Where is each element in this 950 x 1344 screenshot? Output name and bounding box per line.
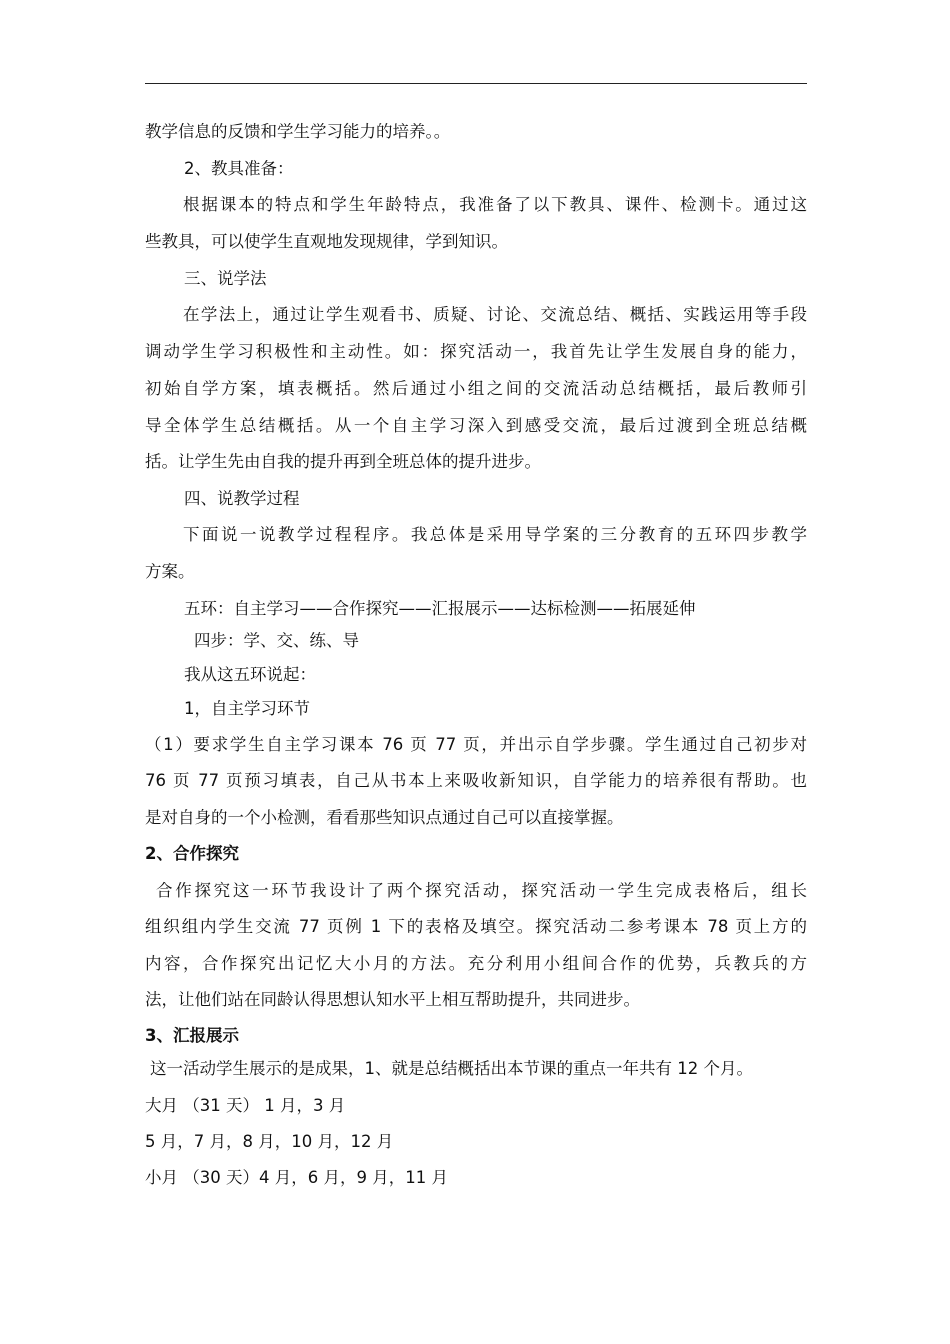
paragraph-line: 是对自身的一个小检测，看看那些知识点通过自己可以直接掌握。 — [145, 808, 624, 827]
paragraph-line: 括。让学生先由自我的提升再到全班总体的提升进步。 — [145, 452, 541, 471]
paragraph-line: 方案。 — [145, 562, 195, 581]
paragraph-line: 在学法上，通过让学生观看书、质疑、讨论、交流总结、概括、实践运用等手段 — [183, 305, 807, 324]
paragraph-line: 法，让他们站在同龄认得思想认知水平上相互帮助提升，共同进步。 — [145, 990, 640, 1009]
paragraph-line: 五环：自主学习——合作探究——汇报展示——达标检测——拓展延伸 — [184, 599, 696, 618]
paragraph-line: 些教具，可以使学生直观地发现规律，学到知识。 — [145, 232, 508, 251]
paragraph-line: 内容，合作探究出记忆大小月的方法。充分利用小组间合作的优势，兵教兵的方 — [145, 954, 807, 973]
list-item: 小月 （30 天）4 月，6 月，9 月，11 月 — [145, 1168, 448, 1187]
list-item: 5 月，7 月，8 月，10 月，12 月 — [145, 1132, 394, 1151]
paragraph-line: 合作探究这一环节我设计了两个探究活动，探究活动一学生完成表格后，组长 — [156, 881, 807, 900]
paragraph-line: 导全体学生总结概括。从一个自主学习深入到感受交流，最后过渡到全班总结概 — [145, 416, 807, 435]
paragraph-line: 76 页 77 页预习填表，自己从书本上来吸收新知识，自学能力的培养很有帮助。也 — [145, 771, 807, 790]
section-heading: 3、汇报展示 — [145, 1026, 239, 1045]
paragraph-line: 下面说一说教学过程程序。我总体是采用导学案的三分教育的五环四步教学 — [183, 525, 807, 544]
paragraph-line: 教学信息的反馈和学生学习能力的培养。。 — [145, 122, 451, 141]
list-item: 大月 （31 天） 1 月，3 月 — [145, 1096, 346, 1115]
paragraph-line: （1）要求学生自主学习课本 76 页 77 页，并出示自学步骤。学生通过自己初步对 — [145, 735, 807, 754]
paragraph-line: 这一活动学生展示的是成果，1、就是总结概括出本节课的重点一年共有 12 个月。 — [150, 1059, 753, 1078]
paragraph-line: 组织组内学生交流 77 页例 1 下的表格及填空。探究活动二参考课本 78 页上方的 — [145, 917, 807, 936]
section-heading: 2、合作探究 — [145, 844, 239, 863]
paragraph-line: 根据课本的特点和学生年龄特点，我准备了以下教具、课件、检测卡。通过这 — [183, 195, 807, 214]
paragraph-line: 我从这五环说起： — [184, 665, 316, 684]
section-heading: 四、说教学过程 — [184, 489, 300, 508]
paragraph-line: 调动学生学习积极性和主动性。如：探究活动一，我首先让学生发展自身的能力， — [145, 342, 807, 361]
paragraph-line: 四步：学、交、练、导 — [194, 631, 359, 650]
section-heading: 三、说学法 — [184, 269, 267, 288]
section-heading: 2、教具准备： — [184, 159, 294, 178]
paragraph-line: 初始自学方案，填表概括。然后通过小组之间的交流活动总结概括，最后教师引 — [145, 379, 807, 398]
header-rule — [145, 83, 807, 84]
section-heading: 1，自主学习环节 — [184, 699, 310, 718]
